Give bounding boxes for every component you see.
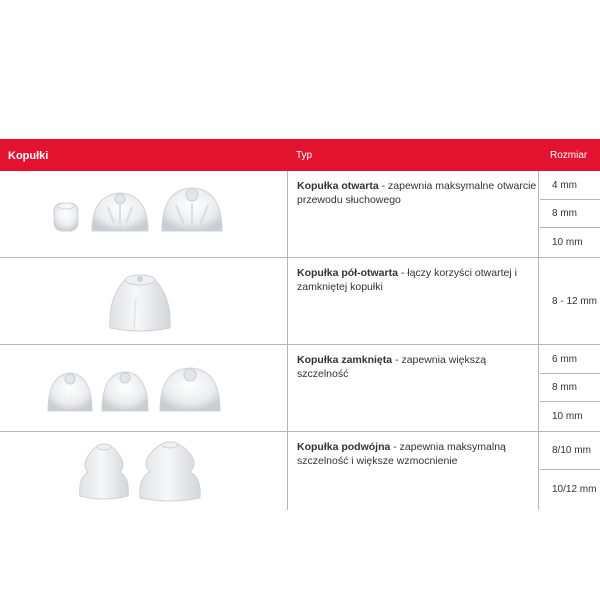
size-cell [540, 171, 600, 257]
table-row [0, 258, 600, 345]
size-value: 10/12 mm [552, 483, 597, 495]
closed-domes-image [0, 345, 287, 431]
table-row [0, 171, 600, 258]
size-value: 4 mm [540, 171, 600, 200]
size-cell [540, 432, 600, 510]
type-name: Kopułka otwarta [297, 180, 379, 192]
table-row [0, 432, 600, 510]
type-name: Kopułka zamknięta [297, 354, 393, 366]
size-value: 10 mm [552, 236, 583, 248]
type-cell [287, 258, 539, 344]
size-value: 10 mm [552, 410, 583, 422]
product-table [0, 139, 600, 510]
header-kopulki: Kopułki [8, 150, 49, 162]
size-cell [540, 258, 600, 344]
size-cell [540, 345, 600, 431]
type-cell [287, 432, 539, 510]
table-header [0, 139, 600, 171]
size-value: 8/10 mm [540, 432, 600, 470]
type-cell [287, 345, 539, 431]
semi-open-dome-image [0, 258, 287, 344]
type-description: - zapewnia maksymalne otwarcie przewodu słuchowego [297, 180, 537, 206]
header-typ: Typ [296, 150, 313, 161]
size-value: 8 mm [540, 200, 600, 228]
header-rozmiar: Rozmiar [550, 150, 588, 161]
size-value: 6 mm [540, 345, 600, 374]
type-name: Kopułka pół-otwarta [297, 267, 398, 279]
size-value: 8 - 12 mm [552, 295, 598, 307]
open-domes-image [0, 171, 287, 257]
type-cell [287, 171, 539, 257]
type-description: - zapewnia maksymalną szczelność i większe wzmocnienie [297, 441, 506, 467]
type-description: - zapewnia większą szczelność [297, 354, 487, 380]
double-domes-image [0, 432, 287, 510]
type-description: - łączy korzyści otwartej i zamkniętej kopułki [297, 267, 517, 293]
table-row [0, 345, 600, 432]
type-name: Kopułka podwójna [297, 441, 391, 453]
size-value: 8 mm [540, 374, 600, 402]
